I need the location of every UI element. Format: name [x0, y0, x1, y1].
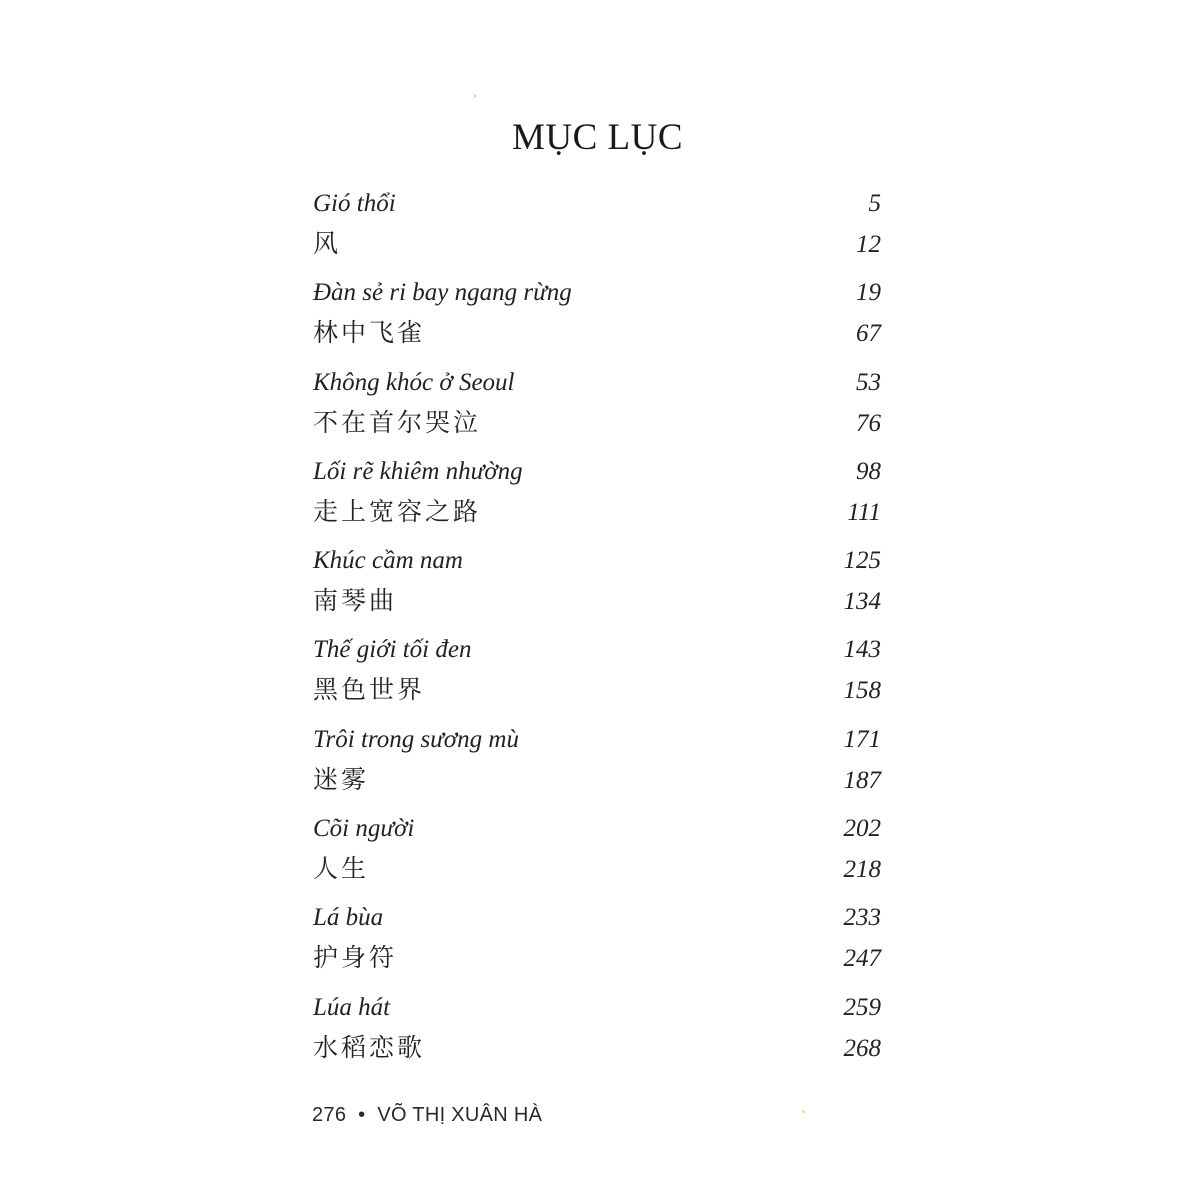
- toc-page-number: 53: [856, 368, 881, 396]
- toc-page-number: 5: [868, 190, 881, 217]
- toc-title-vietnamese: Lá bùa: [313, 904, 384, 932]
- toc-line-chinese: [313, 313, 881, 353]
- toc-line-chinese: [313, 403, 881, 443]
- toc-line-chinese: [313, 670, 881, 710]
- toc-line-vietnamese: [313, 809, 881, 849]
- footer-page-number: 276: [312, 1104, 347, 1126]
- toc-page-number: 247: [843, 945, 881, 973]
- toc-line-vietnamese: [313, 988, 881, 1028]
- toc-entry: [313, 809, 881, 898]
- toc-page-number: 134: [843, 588, 881, 616]
- toc-title-vietnamese: Thế giới tối đen: [313, 636, 472, 664]
- toc-entry: [313, 988, 881, 1077]
- toc-line-chinese: [313, 760, 881, 800]
- toc-title-vietnamese: Khúc cầm nam: [313, 547, 463, 575]
- toc-title-chinese: 人生: [313, 854, 370, 884]
- toc-title-chinese: 不在首尔哭泣: [313, 407, 482, 437]
- paper-speck: [802, 1110, 805, 1113]
- toc-entry: [313, 541, 881, 630]
- toc-page-number: 171: [843, 725, 881, 753]
- toc-line-chinese: [313, 849, 881, 889]
- toc-line-vietnamese: [313, 630, 881, 670]
- footer-author: VÕ THỊ XUÂN HÀ: [377, 1104, 543, 1126]
- toc-entry: [313, 720, 881, 809]
- toc-page-number: 187: [843, 766, 881, 794]
- toc-entry: [313, 273, 881, 362]
- toc-line-chinese: [313, 224, 881, 264]
- toc-line-chinese: [313, 1028, 881, 1068]
- toc-title-vietnamese: Gió thổi: [313, 190, 396, 217]
- page-title: MỤC LỤC: [511, 117, 684, 158]
- toc-entry: [313, 630, 881, 719]
- toc-title-chinese: 风: [313, 229, 342, 258]
- toc-page-number: 111: [847, 498, 881, 526]
- toc-page-number: 202: [843, 815, 881, 843]
- toc-line-vietnamese: [313, 720, 881, 760]
- toc-line-vietnamese: [313, 363, 881, 403]
- toc-line-vietnamese: [313, 898, 881, 938]
- toc-page-number: 19: [856, 279, 881, 307]
- toc-title-chinese: 南琴曲: [313, 586, 398, 616]
- toc-title-vietnamese: Lúa hát: [313, 993, 391, 1021]
- toc-title-vietnamese: Trôi trong sương mù: [313, 725, 519, 753]
- toc-page-number: 98: [856, 457, 881, 485]
- toc-title-chinese: 水稻恋歌: [313, 1032, 426, 1062]
- toc-title-chinese: 黑色世界: [313, 675, 426, 705]
- toc-line-chinese: [313, 492, 881, 532]
- toc-line-chinese: [313, 581, 881, 621]
- toc-page-number: 12: [856, 231, 881, 258]
- toc-page-number: 268: [843, 1034, 881, 1062]
- toc-entry: [313, 184, 881, 273]
- toc-page-number: 233: [843, 904, 881, 932]
- table-of-contents: [313, 184, 881, 1077]
- toc-title-chinese: 迷雾: [313, 764, 370, 794]
- toc-page-number: 158: [843, 677, 881, 705]
- toc-entry: [313, 363, 881, 452]
- toc-title-vietnamese: Không khóc ở Seoul: [313, 368, 515, 396]
- toc-title-chinese: 林中飞雀: [313, 318, 426, 348]
- toc-title-chinese: 走上宽容之路: [313, 496, 482, 526]
- toc-page-number: 218: [843, 856, 881, 884]
- footer-separator: •: [358, 1104, 366, 1126]
- toc-page-number: 67: [856, 320, 881, 348]
- toc-title-vietnamese: Lối rẽ khiêm nhường: [313, 457, 523, 485]
- toc-title-vietnamese: Cõi người: [313, 815, 415, 843]
- toc-entry: [313, 898, 881, 987]
- toc-line-vietnamese: [313, 273, 881, 313]
- toc-page-number: 143: [843, 636, 881, 664]
- paper-speck: [474, 95, 476, 97]
- toc-page-number: 259: [843, 993, 881, 1021]
- toc-title-chinese: 护身符: [313, 943, 398, 973]
- toc-line-vietnamese: [313, 541, 881, 581]
- toc-page-number: 125: [843, 547, 881, 575]
- toc-entry: [313, 452, 881, 541]
- toc-line-chinese: [313, 938, 881, 978]
- page-footer: [312, 1104, 542, 1127]
- toc-line-vietnamese: [313, 452, 881, 492]
- toc-title-vietnamese: Đàn sẻ ri bay ngang rừng: [313, 279, 572, 307]
- toc-page-number: 76: [856, 409, 881, 437]
- toc-line-vietnamese: [313, 184, 881, 224]
